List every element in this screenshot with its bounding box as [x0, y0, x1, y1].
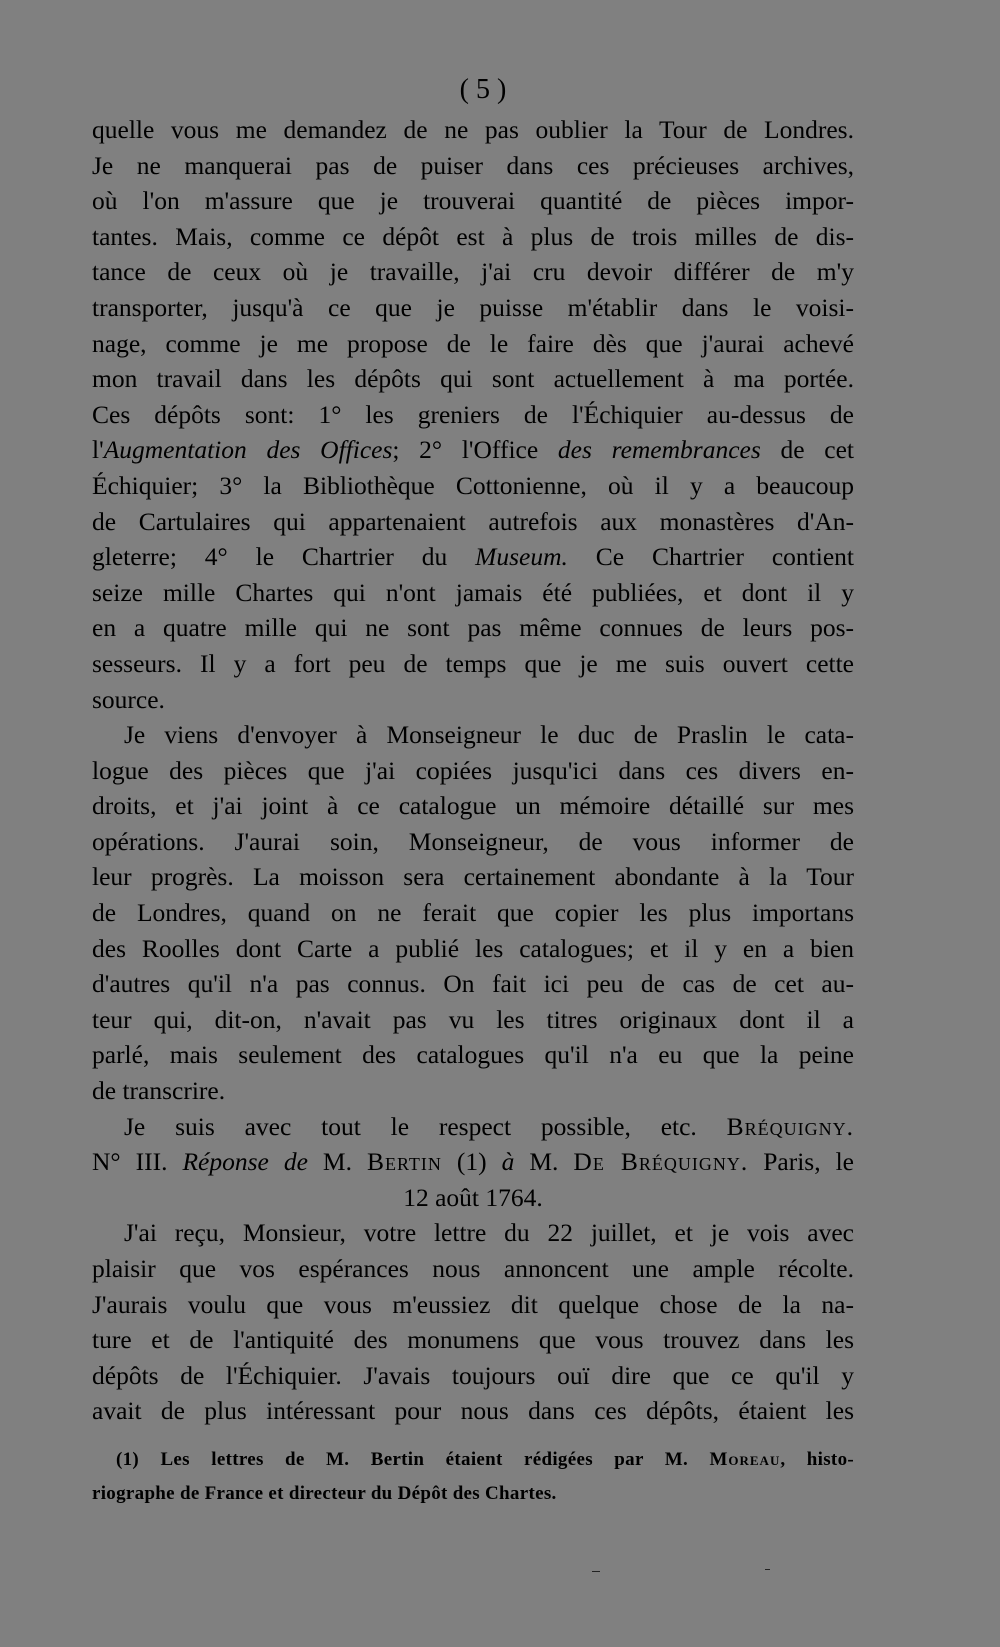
page-number: ( 5 )	[459, 74, 507, 105]
text-line: J'ai reçu, Monsieur, votre lettre du 22 juillet, et je vois avec	[124, 1218, 854, 1248]
text-line: avait de plus intéressant pour nous dans ces dépôts, étaient les	[92, 1396, 854, 1426]
text-line: J'aurais voulu que vous m'eussiez dit quelque chose de la na-	[92, 1289, 854, 1319]
text-line: l'Augmentation des Offices; 2° l'Office des remembrances de cet	[92, 435, 854, 465]
text-line: nage, comme je me propose de le faire dès que j'aurai achevé	[92, 328, 854, 358]
text-line: en a quatre mille qui ne sont pas même connues de leurs pos-	[92, 613, 854, 643]
text-line: Je viens d'envoyer à Monseigneur le duc de Praslin le cata-	[124, 720, 854, 750]
text-line: Je ne manquerai pas de puiser dans ces précieuses archives,	[92, 150, 854, 180]
text-line: sesseurs. Il y a fort peu de temps que je me suis ouvert cette	[92, 648, 854, 678]
body-text	[92, 112, 854, 1429]
text-line: mon travail dans les dépôts qui sont actuellement à ma portée.	[92, 364, 854, 394]
text-line: Échiquier; 3° la Bibliothèque Cottonienne, où il y a beaucoup	[92, 470, 854, 500]
text-line: Je suis avec tout le respect possible, etc. Bréquigny.	[124, 1111, 854, 1141]
text-line: où l'on m'assure que je trouverai quantité de pièces impor-	[92, 186, 854, 216]
text-line: teur qui, dit-on, n'avait pas vu les titres originaux dont il a	[92, 1004, 854, 1034]
text-line: dépôts de l'Échiquier. J'avais toujours ouï dire que ce qu'il y	[92, 1360, 854, 1390]
text-line: source.	[92, 684, 165, 714]
text-line: des Roolles dont Carte a publié les catalogues; et il y en a bien	[92, 933, 854, 963]
text-line: tance de ceux où je travaille, j'ai cru devoir différer de m'y	[92, 257, 854, 287]
text-line: quelle vous me demandez de ne pas oublier la Tour de Londres.	[92, 115, 854, 144]
footnote	[92, 1443, 854, 1511]
text-line: droits, et j'ai joint à ce catalogue un mémoire détaillé sur mes	[92, 791, 854, 821]
footnote-line: riographe de France et directeur du Dépôt des Chartes.	[92, 1482, 557, 1504]
text-line: transporter, jusqu'à ce que je puisse m'établir dans le voisi-	[92, 292, 854, 322]
text-line: 12 août 1764.	[403, 1182, 543, 1212]
text-line: N° III. Réponse de M. Bertin (1) à M. De Bréquigny. Paris, le	[92, 1147, 854, 1177]
text-line: logue des pièces que j'ai copiées jusqu'ici dans ces divers en-	[92, 755, 854, 785]
text-line: tantes. Mais, comme ce dépôt est à plus de trois milles de dis-	[92, 221, 854, 251]
text-line: Ces dépôts sont: 1° les greniers de l'Échiquier au-dessus de	[92, 399, 854, 429]
text-line: d'autres qu'il n'a pas connus. On fait ici peu de cas de cet au-	[92, 969, 854, 999]
text-line: de Londres, quand on ne ferait que copier les plus importans	[92, 898, 854, 928]
footnote-line: (1) Les lettres de M. Bertin étaient rédigées par M. Moreau, histo-	[116, 1448, 854, 1470]
scan-mark	[765, 1569, 770, 1570]
text-line: de transcrire.	[92, 1076, 226, 1106]
text-line: plaisir que vos espérances nous annoncent une ample récolte.	[92, 1254, 854, 1283]
scan-mark	[592, 1571, 600, 1572]
text-line: parlé, mais seulement des catalogues qu'il n'a eu que la peine	[92, 1040, 854, 1070]
text-line: gleterre; 4° le Chartrier du Museum. Ce Chartrier contient	[92, 542, 854, 572]
document-page	[92, 70, 854, 1511]
text-line: ture et de l'antiquité des monumens que vous trouvez dans les	[92, 1325, 854, 1355]
text-line: opérations. J'aurai soin, Monseigneur, de vous informer de	[92, 826, 854, 856]
text-line: seize mille Chartes qui n'ont jamais été publiées, et dont il y	[92, 577, 854, 607]
text-line: de Cartulaires qui appartenaient autrefois aux monastères d'An-	[92, 506, 854, 536]
text-line: leur progrès. La moisson sera certainement abondante à la Tour	[92, 862, 854, 892]
